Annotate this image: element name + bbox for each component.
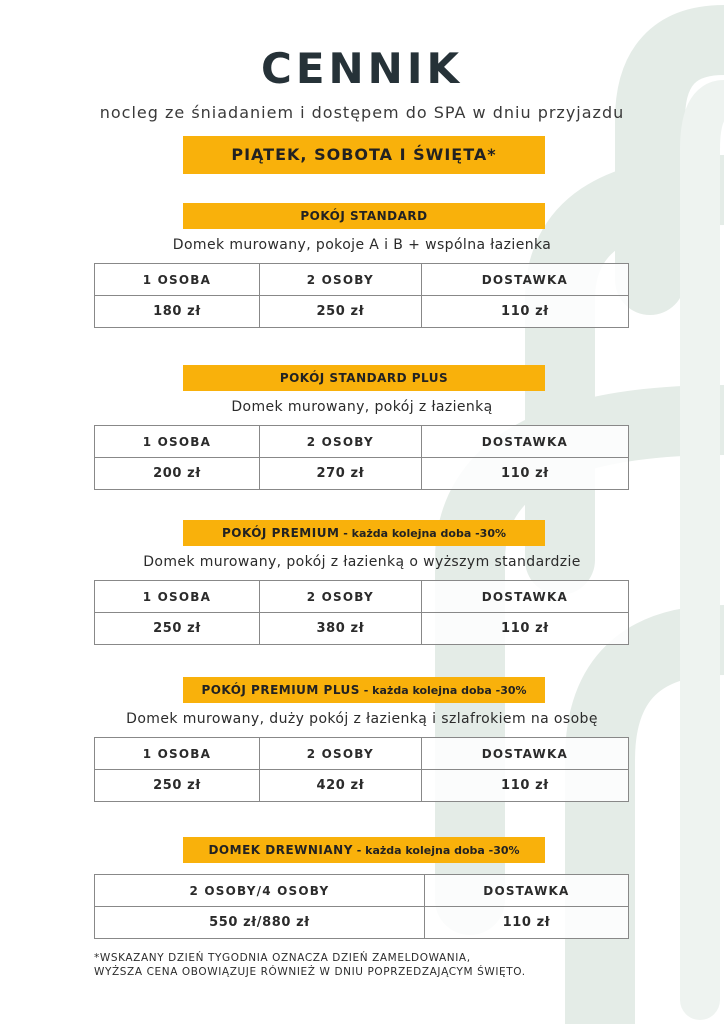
room-description: Domek murowany, duży pokój z łazienką i szlafrokiem na osobę xyxy=(126,711,598,727)
section-label xyxy=(183,365,545,391)
section-label xyxy=(183,677,545,703)
days-banner: PIĄTEK, SOBOTA I ŚWIĘTA* xyxy=(183,136,545,174)
price-table xyxy=(94,874,629,939)
room-type: POKÓJ PREMIUM xyxy=(221,526,340,540)
column-header: 1 OSOBA xyxy=(95,581,260,613)
room-description: Domek murowany, pokój z łazienką xyxy=(231,399,493,415)
table-row xyxy=(95,296,629,328)
price-table xyxy=(94,580,629,645)
price-cell: 380 zł xyxy=(259,613,421,645)
room-description: Domek murowany, pokój z łazienką o wyższym standardzie xyxy=(143,554,581,570)
price-cell: 250 zł xyxy=(95,770,260,802)
price-cell: 110 zł xyxy=(421,770,628,802)
price-cell: 550 zł/880 zł xyxy=(95,907,425,939)
table-row xyxy=(95,613,629,645)
section-label xyxy=(183,837,545,863)
column-header: DOSTAWKA xyxy=(421,581,628,613)
price-cell: 110 zł xyxy=(421,458,628,490)
price-table xyxy=(94,737,629,802)
table-header-row xyxy=(95,875,629,907)
column-header: 2 OSOBY xyxy=(259,426,421,458)
table-header-row xyxy=(95,738,629,770)
page-subtitle: nocleg ze śniadaniem i dostępem do SPA w dniu przyjazdu xyxy=(99,103,625,122)
table-row xyxy=(95,458,629,490)
column-header: DOSTAWKA xyxy=(424,875,628,907)
discount-note: - każda kolejna doba -30% xyxy=(359,684,527,697)
page-title: CENNIK xyxy=(261,44,463,93)
footnote-line: WYŻSZA CENA OBOWIĄZUJE RÓWNIEŻ W DNIU POPRZEDZAJĄCYM ŚWIĘTO. xyxy=(94,966,526,978)
table-header-row xyxy=(95,581,629,613)
column-header: 2 OSOBY xyxy=(259,581,421,613)
table-row xyxy=(95,770,629,802)
discount-note: - każda kolejna doba -30% xyxy=(339,527,507,540)
column-header: 1 OSOBA xyxy=(95,738,260,770)
column-header: 1 OSOBA xyxy=(95,426,260,458)
price-cell: 250 zł xyxy=(259,296,421,328)
price-table xyxy=(94,425,629,490)
column-header: 1 OSOBA xyxy=(95,264,260,296)
column-header: DOSTAWKA xyxy=(421,264,628,296)
column-header: DOSTAWKA xyxy=(421,738,628,770)
discount-note: - każda kolejna doba -30% xyxy=(352,844,520,857)
price-cell: 420 zł xyxy=(259,770,421,802)
footnote xyxy=(94,951,526,979)
price-table xyxy=(94,263,629,328)
price-cell: 110 zł xyxy=(421,613,628,645)
footnote-line: *WSKAZANY DZIEŃ TYGODNIA OZNACZA DZIEŃ ZAMELDOWANIA, xyxy=(94,952,471,964)
room-type: POKÓJ PREMIUM PLUS xyxy=(201,683,360,697)
table-row xyxy=(95,907,629,939)
price-cell: 110 zł xyxy=(424,907,628,939)
section-label xyxy=(183,203,545,229)
price-cell: 200 zł xyxy=(95,458,260,490)
table-header-row xyxy=(95,264,629,296)
room-description: Domek murowany, pokoje A i B + wspólna łazienka xyxy=(172,237,552,253)
room-type: POKÓJ STANDARD PLUS xyxy=(279,371,449,385)
column-header: 2 OSOBY xyxy=(259,264,421,296)
price-cell: 180 zł xyxy=(95,296,260,328)
price-cell: 110 zł xyxy=(421,296,628,328)
column-header: 2 OSOBY xyxy=(259,738,421,770)
price-cell: 250 zł xyxy=(95,613,260,645)
room-type: POKÓJ STANDARD xyxy=(300,209,428,223)
column-header: 2 OSOBY/4 OSOBY xyxy=(95,875,425,907)
section-label xyxy=(183,520,545,546)
price-cell: 270 zł xyxy=(259,458,421,490)
column-header: DOSTAWKA xyxy=(421,426,628,458)
room-type: DOMEK DREWNIANY xyxy=(208,843,353,857)
table-header-row xyxy=(95,426,629,458)
